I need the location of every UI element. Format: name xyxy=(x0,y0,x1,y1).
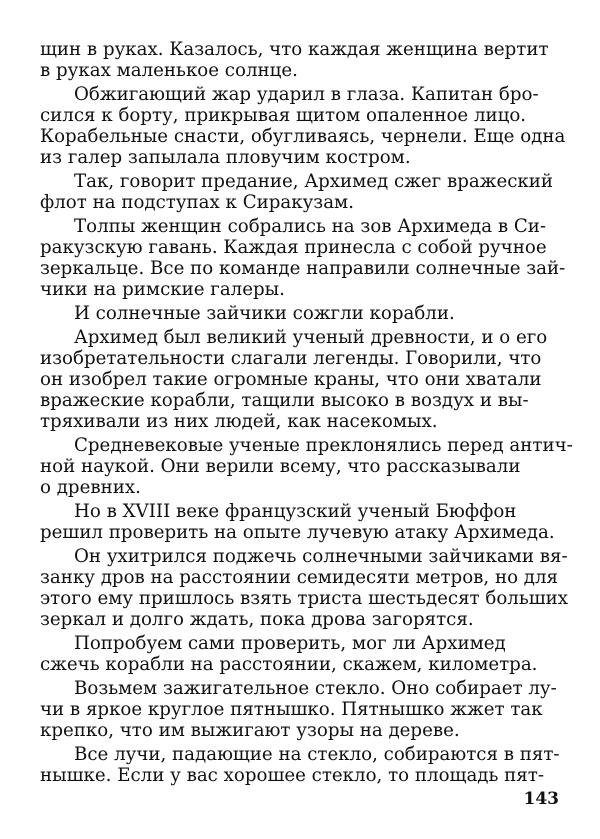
text-line: о древних. xyxy=(40,476,141,498)
text-line: флот на подступах к Сиракузам. xyxy=(40,191,354,213)
text-line: крепко, что им выжигают узоры на дереве. xyxy=(40,719,460,741)
text-line: нышке. Если у вас хорошее стекло, то площадь пят- xyxy=(40,764,544,786)
text-line: Корабельные снасти, обугливаясь, чернели. Еще одна xyxy=(40,125,566,147)
text-line: тряхивали из них людей, как насекомых. xyxy=(40,410,438,432)
text-line: щин в руках. Казалось, что каждая женщина вертит xyxy=(40,39,549,60)
text-line: этого ему пришлось взять триста шестьдесят больших xyxy=(40,587,569,609)
text-line: занку дров на расстоянии семидесяти метров, но для xyxy=(40,566,559,588)
text-line: он изобрел такие огромные краны, что они хватали xyxy=(40,368,542,390)
text-line: изобретательности слагали легенды. Говорили, что xyxy=(40,348,542,370)
text-line: решил проверить на опыте лучевую атаку Архимеда. xyxy=(40,521,555,543)
text-line: Он ухитрился поджечь солнечными зайчиками вя- xyxy=(74,546,568,568)
text-line: ракузскую гавань. Каждая принесла с собой ручное xyxy=(40,236,547,258)
text-line: в руках маленькое солнце. xyxy=(40,59,298,81)
text-line: Возьмем зажигательное стекло. Оно собирает лу- xyxy=(74,678,557,700)
text-line: ной наукой. Они верили всему, что рассказывали xyxy=(40,455,521,477)
page-number: 143 xyxy=(523,789,559,809)
text-line: зеркал и долго ждать, пока дрова загорятся. xyxy=(40,608,474,630)
text-line: Толпы женщин собрались на зов Архимеда в Си- xyxy=(74,216,547,238)
text-line: Но в XVIII веке французский ученый Бюффон xyxy=(74,500,517,522)
text-line: И солнечные зайчики сожгли корабли. xyxy=(74,302,455,324)
text-line: Обжигающий жар ударил в глаза. Капитан бро- xyxy=(74,84,539,106)
text-line: Так, говорит предание, Архимед сжег вражеский xyxy=(74,170,554,192)
text-line: Архимед был великий ученый древности, и о его xyxy=(74,327,548,349)
text-line: Все лучи, падающие на стекло, собираются в пят- xyxy=(74,744,560,766)
text-line: Попробуем сами проверить, мог ли Архимед xyxy=(74,632,506,654)
text-line: сжечь корабли на расстоянии, скажем, километра. xyxy=(40,653,538,675)
text-line: зеркальце. Все по команде направили солнечные зай- xyxy=(40,257,566,279)
text-line: чики на римские галеры. xyxy=(40,278,285,300)
text-line: чи в яркое круглое пятнышко. Пятнышко жжет так xyxy=(40,698,543,720)
text-line: Средневековые ученые преклонялись перед антич- xyxy=(74,434,573,456)
text-line: сился к борту, прикрывая щитом опаленное лицо. xyxy=(40,104,527,126)
text-line: вражеские корабли, тащили высоко в воздух и вы- xyxy=(40,389,529,411)
text-line: из галер запылала пловучим костром. xyxy=(40,146,411,168)
